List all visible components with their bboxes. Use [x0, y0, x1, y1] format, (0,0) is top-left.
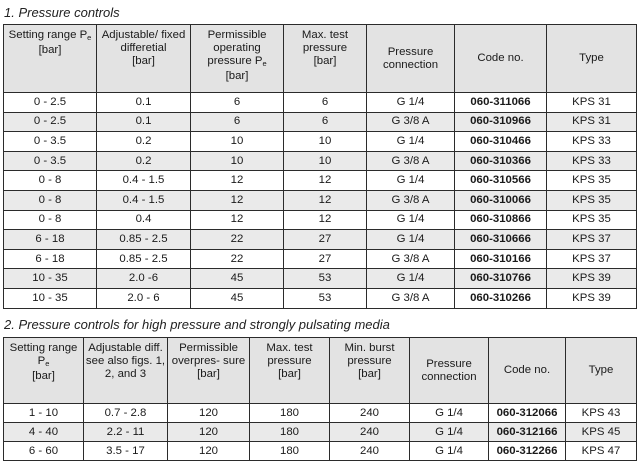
- permissible-pressure-cell: 45: [191, 269, 284, 289]
- header2-code: Code no.: [489, 338, 566, 404]
- header-setting-range-label: Setting range P: [8, 29, 88, 41]
- type-cell: KPS 35: [547, 210, 637, 230]
- max-test-pressure-cell: 6: [284, 93, 367, 113]
- header2-min-burst-label: Min. burst pressure: [344, 342, 395, 367]
- header2-max-test-label: Max. test pressure: [266, 342, 313, 367]
- max-test-pressure-cell: 180: [250, 404, 330, 423]
- max-test-pressure-cell: 27: [284, 249, 367, 269]
- pressure-connection-cell: G 1/4: [410, 423, 489, 442]
- type-cell: KPS 37: [547, 230, 637, 250]
- header2-permissible: [168, 338, 250, 404]
- table1-title: 1. Pressure controls: [4, 5, 120, 20]
- header2-adjustable: [84, 338, 168, 404]
- table-row: [4, 151, 637, 171]
- setting-range-cell: 0 - 8: [4, 190, 97, 210]
- permissible-pressure-cell: 6: [191, 93, 284, 113]
- type-cell: KPS 39: [547, 269, 637, 289]
- adjustable-diff-cell: 0.4: [97, 210, 191, 230]
- header-adjustable-label: Adjustable/ fixed differetial: [101, 29, 186, 54]
- type-cell: KPS 33: [547, 151, 637, 171]
- header-max-test-label: Max. test pressure: [301, 29, 349, 54]
- pressure-connection-cell: G 1/4: [367, 171, 455, 191]
- header-adjustable-unit: [bar]: [132, 55, 155, 67]
- pressure-controls-table: [3, 24, 637, 309]
- header2-permissible-label: Permissible overpres- sure: [171, 342, 246, 367]
- header-permissible-label: Permissible operating pressure P: [207, 29, 267, 67]
- min-burst-pressure-cell: 240: [330, 442, 410, 461]
- code-no-cell: 060-312266: [489, 442, 566, 461]
- code-no-cell: 060-310666: [455, 230, 547, 250]
- table-row: [4, 210, 637, 230]
- permissible-pressure-cell: 10: [191, 151, 284, 171]
- setting-range-cell: 6 - 60: [4, 442, 84, 461]
- header-setting-range-unit: [bar]: [38, 44, 62, 56]
- header2-permissible-unit: [bar]: [197, 368, 220, 380]
- type-cell: KPS 39: [547, 288, 637, 308]
- type-cell: KPS 37: [547, 249, 637, 269]
- pressure-connection-cell: G 3/8 A: [367, 151, 455, 171]
- pressure-connection-cell: G 1/4: [410, 404, 489, 423]
- permissible-pressure-cell: 22: [191, 230, 284, 250]
- pressure-connection-cell: G 3/8 A: [367, 249, 455, 269]
- type-cell: KPS 35: [547, 171, 637, 191]
- code-no-cell: 060-310366: [455, 151, 547, 171]
- code-no-cell: 060-310566: [455, 171, 547, 191]
- setting-range-cell: 6 - 18: [4, 249, 97, 269]
- pressure-connection-cell: G 3/8 A: [367, 112, 455, 132]
- setting-range-cell: 1 - 10: [4, 404, 84, 423]
- table-row: [4, 230, 637, 250]
- max-test-pressure-cell: 12: [284, 171, 367, 191]
- permissible-overpressure-cell: 120: [168, 442, 250, 461]
- table-row: [4, 112, 637, 132]
- table-row: [4, 93, 637, 113]
- code-no-cell: 060-311066: [455, 93, 547, 113]
- type-cell: KPS 47: [566, 442, 637, 461]
- pressure-connection-cell: G 1/4: [367, 93, 455, 113]
- adjustable-diff-cell: 2.0 - 6: [97, 288, 191, 308]
- pressure-connection-cell: G 3/8 A: [367, 288, 455, 308]
- code-no-cell: 060-310766: [455, 269, 547, 289]
- code-no-cell: 060-312066: [489, 404, 566, 423]
- type-cell: KPS 31: [547, 112, 637, 132]
- header-permissible-unit: [bar]: [225, 70, 249, 82]
- high-pressure-controls-table: [3, 337, 637, 461]
- header-permissible-sub: e: [262, 59, 267, 68]
- max-test-pressure-cell: 6: [284, 112, 367, 132]
- code-no-cell: 060-312166: [489, 423, 566, 442]
- header-type: Type: [547, 25, 637, 93]
- adjustable-diff-cell: 0.4 - 1.5: [97, 190, 191, 210]
- header2-max-test: [250, 338, 330, 404]
- table-row: [4, 249, 637, 269]
- code-no-cell: 060-310266: [455, 288, 547, 308]
- table-row: [4, 269, 637, 289]
- pressure-connection-cell: G 1/4: [367, 230, 455, 250]
- header-permissible: [191, 25, 284, 93]
- max-test-pressure-cell: 53: [284, 269, 367, 289]
- table-row: [4, 288, 637, 308]
- header-max-test-unit: [bar]: [313, 55, 337, 67]
- adjustable-diff-cell: 0.7 - 2.8: [84, 404, 168, 423]
- type-cell: KPS 35: [547, 190, 637, 210]
- adjustable-diff-cell: 0.1: [97, 93, 191, 113]
- table2-header-row: [4, 338, 637, 404]
- setting-range-cell: 10 - 35: [4, 269, 97, 289]
- table2-title: 2. Pressure controls for high pressure and strongly pulsating media: [4, 317, 390, 332]
- max-test-pressure-cell: 27: [284, 230, 367, 250]
- permissible-pressure-cell: 12: [191, 190, 284, 210]
- adjustable-diff-cell: 0.4 - 1.5: [97, 171, 191, 191]
- permissible-pressure-cell: 45: [191, 288, 284, 308]
- setting-range-cell: 6 - 18: [4, 230, 97, 250]
- setting-range-cell: 0 - 2.5: [4, 93, 97, 113]
- permissible-pressure-cell: 12: [191, 171, 284, 191]
- adjustable-diff-cell: 3.5 - 17: [84, 442, 168, 461]
- min-burst-pressure-cell: 240: [330, 404, 410, 423]
- adjustable-diff-cell: 2.0 -6: [97, 269, 191, 289]
- adjustable-diff-cell: 0.2: [97, 151, 191, 171]
- table-row: [4, 442, 637, 461]
- adjustable-diff-cell: 0.2: [97, 132, 191, 152]
- header2-max-test-unit: [bar]: [278, 368, 301, 380]
- code-no-cell: 060-310466: [455, 132, 547, 152]
- pressure-connection-cell: G 1/4: [410, 442, 489, 461]
- header-max-test: [284, 25, 367, 93]
- table-row: [4, 171, 637, 191]
- header-setting-range-sub: e: [87, 33, 92, 42]
- adjustable-diff-cell: 0.85 - 2.5: [97, 230, 191, 250]
- setting-range-cell: 0 - 3.5: [4, 151, 97, 171]
- max-test-pressure-cell: 10: [284, 151, 367, 171]
- permissible-pressure-cell: 6: [191, 112, 284, 132]
- header2-setting-range-unit: [bar]: [32, 370, 55, 382]
- type-cell: KPS 31: [547, 93, 637, 113]
- header2-setting-range: [4, 338, 84, 404]
- setting-range-cell: 0 - 8: [4, 210, 97, 230]
- header-code: Code no.: [455, 25, 547, 93]
- header2-connection: Pressure connection: [410, 338, 489, 404]
- code-no-cell: 060-310866: [455, 210, 547, 230]
- header2-adjustable-label: Adjustable diff. see also figs. 1, 2, and 3: [85, 342, 166, 380]
- adjustable-diff-cell: 0.85 - 2.5: [97, 249, 191, 269]
- table-row: [4, 404, 637, 423]
- min-burst-pressure-cell: 240: [330, 423, 410, 442]
- max-test-pressure-cell: 12: [284, 190, 367, 210]
- header2-setting-range-sub: e: [45, 359, 50, 368]
- type-cell: KPS 45: [566, 423, 637, 442]
- permissible-pressure-cell: 10: [191, 132, 284, 152]
- type-cell: KPS 43: [566, 404, 637, 423]
- pressure-connection-cell: G 1/4: [367, 132, 455, 152]
- max-test-pressure-cell: 12: [284, 210, 367, 230]
- table-row: [4, 423, 637, 442]
- setting-range-cell: 0 - 8: [4, 171, 97, 191]
- type-cell: KPS 33: [547, 132, 637, 152]
- permissible-overpressure-cell: 120: [168, 423, 250, 442]
- max-test-pressure-cell: 180: [250, 423, 330, 442]
- permissible-overpressure-cell: 120: [168, 404, 250, 423]
- table-row: [4, 190, 637, 210]
- permissible-pressure-cell: 12: [191, 210, 284, 230]
- max-test-pressure-cell: 10: [284, 132, 367, 152]
- setting-range-cell: 0 - 3.5: [4, 132, 97, 152]
- adjustable-diff-cell: 0.1: [97, 112, 191, 132]
- setting-range-cell: 10 - 35: [4, 288, 97, 308]
- header2-min-burst-unit: [bar]: [358, 368, 381, 380]
- header-adjustable: [97, 25, 191, 93]
- pressure-connection-cell: G 3/8 A: [367, 190, 455, 210]
- setting-range-cell: 0 - 2.5: [4, 112, 97, 132]
- header2-setting-range-label: Setting range P: [9, 342, 78, 367]
- permissible-pressure-cell: 22: [191, 249, 284, 269]
- code-no-cell: 060-310966: [455, 112, 547, 132]
- header2-min-burst: [330, 338, 410, 404]
- header2-type: Type: [566, 338, 637, 404]
- max-test-pressure-cell: 53: [284, 288, 367, 308]
- pressure-connection-cell: G 1/4: [367, 210, 455, 230]
- code-no-cell: 060-310066: [455, 190, 547, 210]
- table-row: [4, 132, 637, 152]
- table1-header-row: [4, 25, 637, 93]
- code-no-cell: 060-310166: [455, 249, 547, 269]
- header-setting-range: [4, 25, 97, 93]
- header-connection: Pressure connection: [367, 25, 455, 93]
- setting-range-cell: 4 - 40: [4, 423, 84, 442]
- pressure-connection-cell: G 1/4: [367, 269, 455, 289]
- adjustable-diff-cell: 2.2 - 11: [84, 423, 168, 442]
- max-test-pressure-cell: 180: [250, 442, 330, 461]
